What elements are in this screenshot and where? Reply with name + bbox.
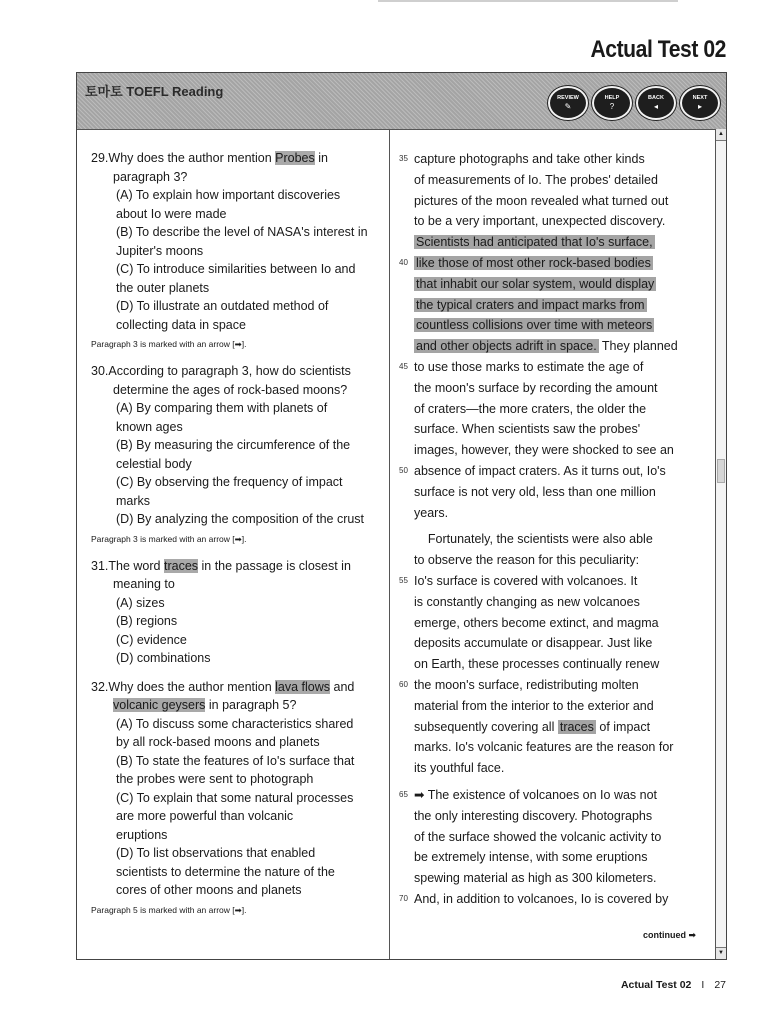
next-arrow-icon: ▸ [697, 102, 702, 111]
answer-option[interactable] [93, 649, 381, 668]
question-text: The word [108, 558, 164, 573]
question-number: 31. [91, 558, 109, 573]
question-stem [91, 362, 381, 381]
answer-option[interactable] [93, 510, 381, 529]
question-text: determine the ages of rock-based moons? [113, 382, 348, 397]
title-bar [77, 73, 726, 130]
passage-line [397, 315, 697, 336]
answer-option-text: (B) To state the features of Io's surface that [116, 753, 355, 768]
answer-option-text: scientists to determine the nature of the [116, 864, 335, 879]
answer-option[interactable] [93, 436, 381, 473]
page-number: 27 [714, 979, 726, 991]
passage-text: pictures of the moon revealed what turned out [414, 193, 669, 208]
answer-option-text: Jupiter's moons [116, 243, 204, 258]
column-divider [389, 129, 390, 959]
passage-line [397, 592, 697, 613]
passage-line [397, 675, 697, 696]
passage-text: surface. When scientists saw the probes' [414, 422, 641, 437]
answer-option-text: (D) To illustrate an outdated method of [116, 299, 329, 313]
question-text: and [330, 679, 355, 694]
highlighted-passage-text: the typical craters and impact marks from [416, 297, 645, 312]
passage-line [397, 378, 697, 399]
passage-line [397, 806, 697, 827]
highlighted-passage-text: Scientists had anticipated that Io's surface, [416, 235, 653, 250]
answer-option[interactable] [93, 297, 381, 334]
passage-text: years. [414, 505, 449, 520]
passage-text: the only interesting discovery. Photographs [414, 808, 653, 823]
passage-line [397, 211, 697, 232]
review-icon: ✎ [564, 102, 572, 111]
answer-option-text: (A) sizes [116, 595, 165, 610]
passage-text: spewing material as high as 300 kilometers. [414, 871, 657, 886]
answer-option[interactable] [93, 260, 381, 297]
answer-option-text: the probes were sent to photograph [116, 772, 314, 786]
question-number: 29. [91, 151, 109, 165]
answer-option-text: (A) To discuss some characteristics shared [116, 716, 354, 731]
passage-line [397, 847, 697, 868]
question-number: 30. [91, 364, 109, 378]
passage-line [397, 295, 697, 316]
answer-option[interactable] [93, 223, 381, 260]
passage-text: Fortunately, the scientists were also able [414, 532, 653, 547]
answer-option-text: (D) To list observations that enabled [116, 846, 316, 860]
question-text: According to paragraph 3, how do scientists [108, 364, 351, 378]
next-label: NEXT [692, 95, 708, 101]
passage-text: is constantly changing as new volcanoes [414, 594, 640, 609]
question-text: in paragraph 5? [205, 698, 297, 712]
passage-line [397, 785, 697, 806]
question-stem-continued [91, 168, 381, 187]
highlighted-passage-text: like those of most other rock-based bodies [416, 255, 651, 270]
question-stem-continued [91, 381, 381, 400]
answer-option-text: about Io were made [116, 206, 227, 221]
highlighted-passage-text: that inhabit our solar system, would display [416, 276, 655, 291]
answer-option-text: cores of other moons and planets [116, 883, 302, 897]
passage-text: images, however, they were shocked to see an [414, 443, 674, 458]
passage-text: on Earth, these processes continually renew [414, 657, 660, 672]
passage-text: Io's surface is covered with volcanoes. It [414, 573, 638, 588]
passage-line [397, 336, 697, 357]
answer-option-text: (B) regions [116, 614, 178, 628]
answer-option[interactable] [93, 612, 381, 631]
footer-separator: I [701, 979, 705, 991]
passage-text: emerge, others become extinct, and magma [414, 615, 659, 630]
answer-option-text: (A) By comparing them with planets of [116, 401, 328, 415]
line-number: 40 [399, 257, 408, 267]
answer-option[interactable] [93, 399, 381, 436]
highlighted-term: Probes [275, 151, 315, 165]
passage-text: to be a very important, unexpected discovery. [414, 214, 666, 229]
question-stem [91, 557, 381, 576]
passage-text: surface is not very old, less than one million [414, 484, 656, 499]
passage-line [397, 419, 697, 440]
next-button[interactable] [680, 86, 720, 120]
answer-option-text: by all rock-based moons and planets [116, 735, 320, 749]
answer-option-text: are more powerful than volcanic [116, 809, 294, 823]
passage-line [397, 868, 697, 889]
line-number: 45 [399, 361, 408, 371]
passage-text: be extremely intense, with some eruptions [414, 850, 648, 865]
help-button[interactable] [592, 86, 632, 120]
passage-text: ➡ The existence of volcanoes on Io was not [414, 787, 658, 802]
passage-text: subsequently covering all [414, 719, 558, 734]
line-number: 50 [399, 465, 408, 475]
test-window [76, 72, 727, 960]
highlighted-passage-text: traces [559, 719, 594, 734]
question-text: in the passage is closest in [198, 558, 351, 573]
question-text: meaning to [113, 577, 175, 591]
passage-text: the moon's surface by recording the amount [414, 380, 658, 395]
scroll-thumb[interactable] [717, 459, 725, 483]
passage-line [397, 482, 697, 503]
answer-option-text: marks [116, 493, 151, 508]
passage-line [397, 399, 697, 420]
answer-option-text: (D) By analyzing the composition of the crust [116, 512, 365, 526]
question-text: paragraph 3? [113, 169, 188, 184]
passage-text: And, in addition to volcanoes, Io is covered by [414, 891, 669, 906]
review-button[interactable] [548, 86, 588, 120]
answer-option-text: eruptions [116, 827, 168, 842]
highlighted-term: traces [163, 558, 199, 573]
answer-option-text: (A) To explain how important discoveries [116, 188, 341, 202]
passage-line [397, 253, 697, 274]
question-30 [91, 362, 381, 547]
question-number: 32. [91, 679, 109, 694]
passage-text: of impact [595, 719, 651, 734]
line-number: 60 [399, 679, 408, 689]
passage-line [397, 571, 697, 592]
passage-line [397, 149, 697, 170]
passage-line [397, 758, 697, 779]
highlighted-passage-text: countless collisions over time with meteors [416, 318, 653, 333]
answer-option[interactable] [93, 594, 381, 613]
answer-option[interactable] [93, 752, 381, 789]
passage-text: the moon's surface, redistributing molten [414, 677, 639, 692]
passage-text: its youthful face. [414, 761, 505, 776]
passage-line [397, 170, 697, 191]
back-label: BACK [648, 95, 664, 101]
question-stem-continued [91, 575, 381, 594]
passage-line [397, 440, 697, 461]
paragraph-note: Paragraph 3 is marked with an arrow [➡]. [91, 533, 247, 544]
passage-text: to observe the reason for this peculiarity: [414, 553, 640, 568]
answer-option-text: (C) By observing the frequency of impact [116, 475, 343, 489]
passage-text: to use those marks to estimate the age of [414, 359, 644, 374]
passage-text: of craters—the more craters, the older the [414, 401, 647, 416]
passage-line [397, 357, 697, 378]
continued-label: continued ➡ [642, 930, 696, 940]
passage-line [397, 827, 697, 848]
question-stem [91, 678, 381, 697]
answer-option-text: celestial body [116, 456, 192, 471]
passage-line [397, 461, 697, 482]
answer-option[interactable] [93, 844, 381, 900]
answer-option-text: (D) combinations [116, 651, 211, 665]
question-32 [91, 678, 381, 918]
scrollbar[interactable] [715, 129, 726, 959]
back-button[interactable] [636, 86, 676, 120]
answer-option[interactable] [93, 715, 381, 752]
app-title: 토마토 TOEFL Reading [85, 84, 224, 99]
line-number: 35 [399, 154, 408, 163]
question-stem [91, 149, 381, 168]
passage-line [397, 274, 697, 295]
passage-line [397, 191, 697, 212]
help-label: HELP [604, 95, 620, 101]
answer-option-text: (C) To explain that some natural processes [116, 790, 354, 805]
answer-option-text: (B) To describe the level of NASA's interest in [116, 225, 368, 239]
passage-line [397, 696, 697, 717]
answer-option[interactable] [93, 473, 381, 510]
passage-text: material from the interior to the exterior and [414, 698, 654, 713]
question-stem-continued [91, 696, 381, 715]
passage-line [397, 654, 697, 675]
passage-text: marks. Io's volcanic features are the reason for [414, 740, 674, 755]
passage-column [397, 149, 697, 910]
passage-text: of measurements of Io. The probes' detailed [414, 172, 658, 187]
paragraph-note: Paragraph 5 is marked with an arrow [➡]. [91, 904, 247, 915]
question-31 [91, 557, 381, 668]
scan-mark [378, 0, 678, 2]
questions-column [91, 149, 381, 928]
line-number: 65 [399, 789, 408, 799]
passage-text: capture photographs and take other kinds [414, 152, 645, 166]
passage-text: of the surface showed the volcanic activity to [414, 829, 662, 844]
passage-line [397, 503, 697, 524]
scroll-up-icon[interactable]: ▲ [716, 129, 726, 141]
highlighted-passage-text: and other objects adrift in space. [416, 339, 597, 354]
answer-option-text: known ages [116, 419, 183, 434]
passage-line [397, 737, 697, 758]
toolbar [548, 86, 720, 120]
review-label: REVIEW [557, 95, 579, 101]
line-number: 55 [399, 575, 408, 585]
passage-line [397, 232, 697, 253]
paragraph-note: Paragraph 3 is marked with an arrow [➡]. [91, 339, 247, 349]
passage-line [397, 613, 697, 634]
highlighted-term: volcanic geysers [113, 698, 206, 712]
passage-line [397, 529, 697, 550]
question-text: Why does the author mention [108, 679, 276, 694]
answer-option-text: (B) By measuring the circumference of the [116, 438, 351, 452]
passage-text: They planned [598, 339, 678, 354]
question-text: in [314, 151, 328, 165]
passage-line [397, 889, 697, 910]
footer-title: Actual Test 02 [620, 979, 692, 991]
passage-text: deposits accumulate or disappear. Just like [414, 636, 653, 651]
passage-text: absence of impact craters. As it turns out, Io's [414, 463, 666, 478]
answer-option-text: (C) evidence [116, 632, 187, 647]
line-number: 70 [399, 893, 408, 903]
answer-option[interactable] [93, 631, 381, 650]
passage-line [397, 717, 697, 738]
question-text: Why does the author mention [108, 151, 276, 165]
page-title: Actual Test 02 [590, 36, 726, 63]
answer-option-text: (C) To introduce similarities between Io and [116, 262, 356, 276]
answer-option[interactable] [93, 186, 381, 223]
passage-line [397, 633, 697, 654]
answer-option[interactable] [93, 789, 381, 845]
back-arrow-icon: ◂ [653, 102, 658, 111]
passage-line [397, 550, 697, 571]
scroll-down-icon[interactable]: ▼ [716, 947, 726, 959]
highlighted-term: lava flows [275, 679, 331, 694]
question-29 [91, 149, 381, 352]
page-footer [621, 979, 726, 991]
answer-option-text: collecting data in space [116, 317, 246, 332]
help-icon: ? [609, 102, 615, 111]
answer-option-text: the outer planets [116, 280, 210, 295]
